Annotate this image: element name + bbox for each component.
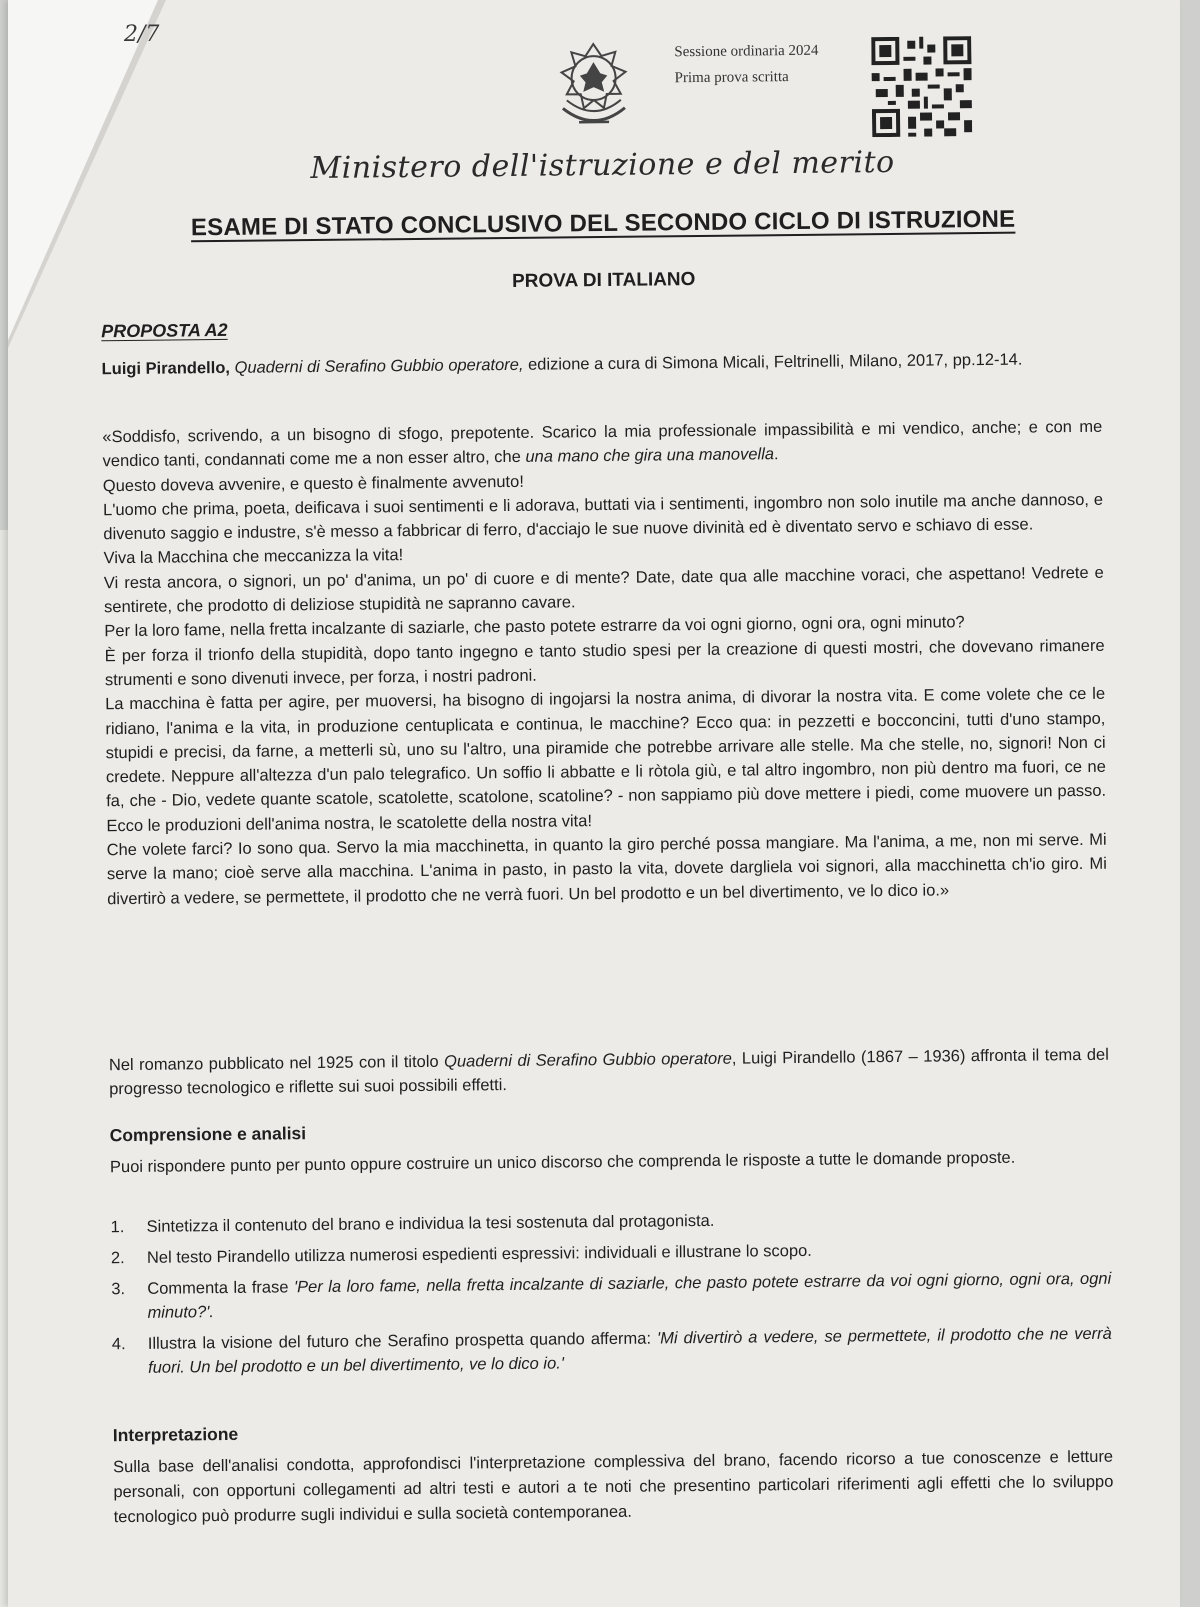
interpretation-text: Sulla base dell'analisi condotta, approfondisci l'interpretazione complessiva del brano, facendo ricorso a tue conoscenze e letture personali, con opportuni collegamenti ad altri testi e autori a te noti che presentino particolari riferimenti agli effetti che lo sviluppo tecnologico può produrre sugli individui e sulla società contemporanea. xyxy=(113,1447,1114,1527)
source-author: Luigi Pirandello, xyxy=(101,358,231,379)
quote-paragraph: Per la loro fame, nella fretta incalzante di saziarle, che pasto potete estrarre da voi ogni giorno, ogni ora, ogni minuto? xyxy=(104,613,965,641)
exam-sheet xyxy=(8,0,1180,1607)
question-text: Commenta la frase xyxy=(147,1278,295,1298)
excerpt-quote xyxy=(102,415,1107,911)
source-citation xyxy=(102,347,1102,381)
question-text: Illustra la visione del futuro che Serafino prospetta quando afferma: xyxy=(147,1329,658,1353)
quote-text-end: . xyxy=(773,445,779,464)
subject-title: PROVA DI ITALIANO xyxy=(511,269,696,292)
quote-paragraph: La macchina è fatta per agire, per muoversi, ha bisogno di ingojarsi la nostra anima, di divorar la nostra vita. E come volete che ce le ridiano, l'anima e la vita, in produzione centuplicata e continua, le macchine? Ecco qua: in pezzetti e bocconcini, tutti d'uno stampo, stupidi e precisi, da farne, a metterli sù, uno su l'altro, una piramide che potrebbe arrivare alle stelle. Ma che stelle, no, signori! Non ci credete. Neppure all'altezza d'un palo telegrafico. Un soffio li abbatte e li ròtola giù, e tal altro ingombro, non più dentro ma fuori, ce ne fa, che - Dio, vedete quante scatole, scatolette, scatolone, scatoline? - non sappiamo più dove mettere i piedi, come muovere un passo. Ecco le produzioni dell'anima nostra, le scatolette della nostra vita! xyxy=(105,685,1107,835)
exam-type-label: Prima prova scritta xyxy=(674,69,789,87)
intro-text-end: , Luigi Pirandello (1867 – 1936) affronta il tema del progresso tecnologico e riflette sui suoi possibili effetti. xyxy=(109,1045,1109,1099)
quote-paragraph: Questo doveva avvenire, e questo è finalmente avvenuto! xyxy=(102,472,524,495)
question-item xyxy=(112,1322,1112,1380)
comprehension-instructions: Puoi rispondere punto per punto oppure costruire un unico discorso che comprenda le risposte a tutte le domande proposte. xyxy=(109,1148,1016,1177)
question-item xyxy=(111,1267,1111,1325)
intro-text: Nel romanzo pubblicato nel 1925 con il titolo xyxy=(108,1052,445,1075)
session-label: Sessione ordinaria 2024 xyxy=(674,42,819,61)
source-work: Quaderni di Serafino Gubbio operatore, xyxy=(234,355,524,377)
quote-paragraph: Che volete farci? Io sono qua. Servo la mia macchinetta, in quanto la giro perché possa mangiare. Ma l'anima, a me, non mi serve. Mi serve la mano; cioè serve alla macchina. L'anima in pasto, in pasto la vita, dovete dargliela voi signori, alla macchinetta ch'io giro. Mi divertirò a vedere, se permettete, il prodotto che ne verrà fuori. Un bel prodotto e un bel divertimento, ve lo dico io.» xyxy=(106,830,1107,908)
quote-paragraph: Vi resta ancora, o signori, un po' d'anima, un po' di cuore e di mente? Date, date qua alle macchine voraci, che aspettano! Vedrete e sentirete, che prodotto di deliziose stupidità ne sapranno cavare. xyxy=(103,563,1104,617)
exam-title: ESAME DI STATO CONCLUSIVO DEL SECONDO CICLO DI ISTRUZIONE xyxy=(190,205,1016,242)
interpretation-heading: Interpretazione xyxy=(112,1423,239,1446)
question-number: 1. xyxy=(110,1218,125,1237)
question-text: Sintetizza il contenuto del brano e individua la tesi sostenuta dal protagonista. xyxy=(146,1211,715,1236)
question-item xyxy=(110,1205,1110,1239)
italian-republic-emblem-icon xyxy=(548,38,639,139)
quote-text: «Soddisfo, scrivendo, a un bisogno di sfogo, prepotente. Scarico la mia professionale impassibilità e mi vendico, anche; e con me vendico tanti, condannati come me a non esser altro, che xyxy=(102,417,1103,471)
question-list xyxy=(110,1205,1112,1387)
quote-paragraph: È per forza il trionfo della stupidità, dopo tanto ingegno e tanto studio spesi per la creazione di questi mostri, che dovevano rimanere strumenti e sono divenuti invece, per forza, i nostri padroni. xyxy=(104,636,1105,690)
question-text: Nel testo Pirandello utilizza numerosi espedienti espressivi: individuali e illustrane lo scopo. xyxy=(146,1241,812,1267)
page-number: 2/7 xyxy=(124,22,160,47)
question-number: 2. xyxy=(110,1249,125,1268)
proposal-title: PROPOSTA A2 xyxy=(101,319,228,342)
quote-paragraph: L'uomo che prima, poeta, deificava i suoi sentimenti e li adorava, buttati via i sentimenti, ingombro non solo inutile ma anche dannoso, e divenuto saggio e industre, s'è messo a fabbricar di ferro, d'acciajo le sue nuove divinità ed è diventato servo e schiavo di esse. xyxy=(103,490,1104,544)
quote-paragraph: Viva la Macchina che meccanizza la vita! xyxy=(103,546,404,568)
question-quote: 'Per la loro fame, nella fretta incalzante di saziarle, che pasto potete estrarre da voi ogni giorno, ogni ora, ogni minuto?'. xyxy=(147,1269,1112,1322)
session-info xyxy=(674,38,819,92)
qr-code-icon xyxy=(871,36,972,137)
context-intro xyxy=(109,1043,1109,1101)
source-details: edizione a cura di Simona Micali, Feltrinelli, Milano, 2017, pp.12-14. xyxy=(527,350,1023,374)
quote-emphasis: una mano che gira una manovella xyxy=(525,445,775,467)
ministry-name: Ministero dell'istruzione e del merito xyxy=(310,144,895,187)
intro-title: Quaderni di Serafino Gubbio operatore xyxy=(443,1049,732,1071)
question-item xyxy=(111,1236,1111,1270)
question-number: 4. xyxy=(111,1335,126,1354)
question-quote: 'Mi divertirò a vedere, se permettete, il prodotto che ne verrà fuori. Un bel prodotto e un bel divertimento, ve lo dico io.' xyxy=(147,1324,1112,1377)
comprehension-heading: Comprensione e analisi xyxy=(109,1123,307,1146)
question-number: 3. xyxy=(111,1280,126,1299)
